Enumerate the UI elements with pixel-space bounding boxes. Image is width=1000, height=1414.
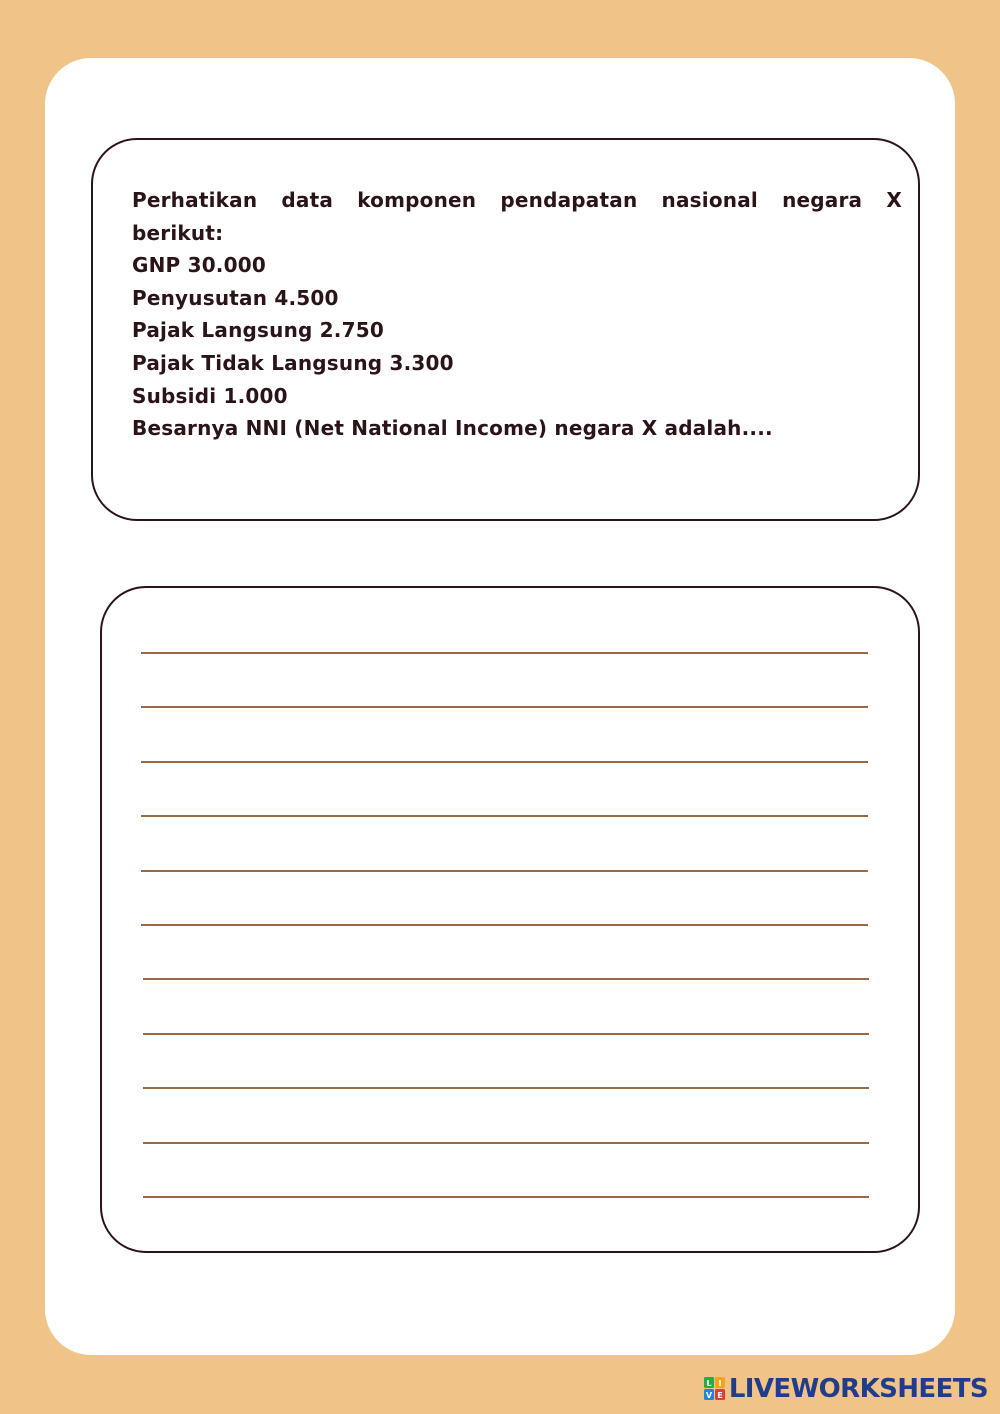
data-item-pajak-tidak-langsung: Pajak Tidak Langsung 3.300	[132, 350, 454, 375]
svg-text:I: I	[718, 1379, 722, 1388]
answer-line	[143, 1142, 869, 1144]
question-text	[132, 184, 902, 445]
answer-line	[143, 1196, 869, 1198]
answer-writing-area[interactable]	[100, 586, 920, 1253]
answer-line	[141, 761, 868, 763]
svg-text:V: V	[705, 1391, 712, 1400]
answer-line	[143, 1033, 869, 1035]
brand-name: LIVEWORKSHEETS	[728, 1374, 988, 1404]
answer-line	[143, 978, 869, 980]
data-item-subsidi: Subsidi 1.000	[132, 383, 288, 408]
answer-line	[141, 706, 868, 708]
answer-line	[143, 1087, 869, 1089]
svg-text:E: E	[717, 1391, 723, 1400]
answer-line	[141, 924, 868, 926]
question-prompt: Besarnya NNI (Net National Income) negara X adalah....	[132, 416, 773, 441]
data-item-pajak-langsung: Pajak Langsung 2.750	[132, 318, 384, 343]
answer-line	[141, 870, 868, 872]
svg-text:L: L	[706, 1379, 712, 1388]
question-box	[91, 138, 920, 521]
data-item-penyusutan: Penyusutan 4.500	[132, 285, 339, 310]
data-item-gnp: GNP 30.000	[132, 253, 266, 278]
question-intro-line-2: berikut:	[132, 220, 224, 245]
answer-line	[141, 815, 868, 817]
brand-logo	[704, 1372, 988, 1406]
question-intro-line-1: Perhatikan data komponen pendapatan nasional negara X	[132, 188, 902, 212]
answer-line	[141, 652, 868, 654]
liveworksheets-logo-icon	[704, 1377, 726, 1401]
